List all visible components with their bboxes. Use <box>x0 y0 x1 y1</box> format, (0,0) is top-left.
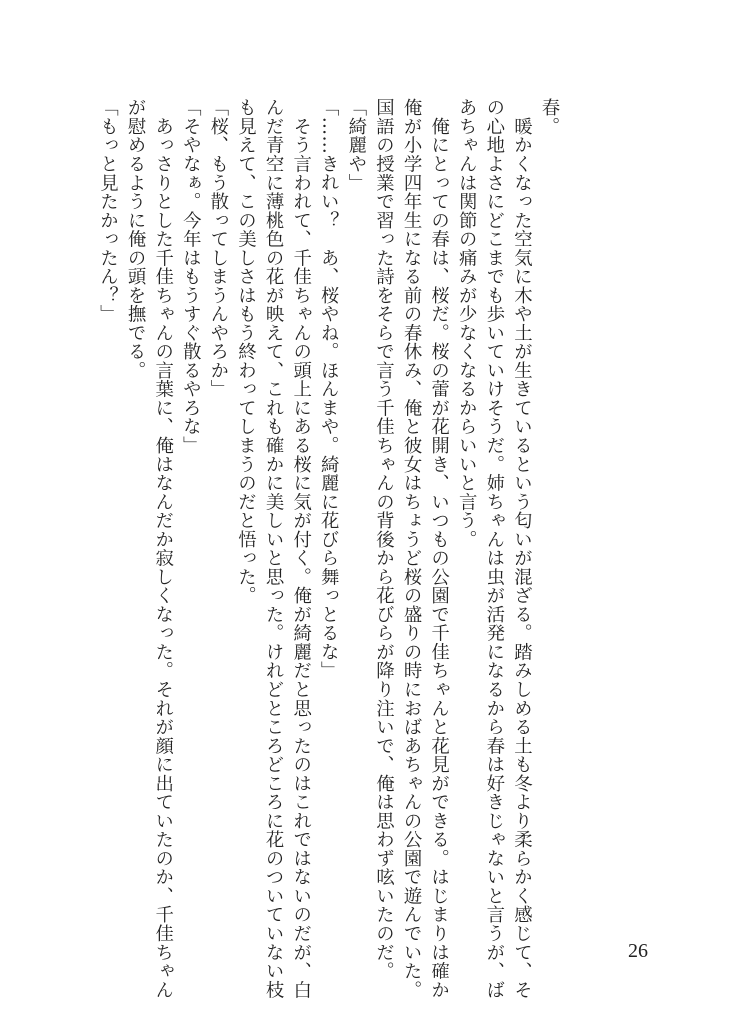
dialogue-line: 「もっと見たかったん？」 <box>97 98 119 324</box>
dialogue-line: 「桜、もう散ってしまうんやろか」 <box>207 98 229 399</box>
vertical-body-text <box>94 98 563 999</box>
text-line: 俺が小学四年生になる前の春休み、俺と彼女はちょうど桜の盛りの時におばあちゃんの公園で遊んでいた。 <box>401 98 423 999</box>
text-line: んだ青空に薄桃色の花が映えて、これも確かに美しいと思った。けれどところどころに花のついていない枝 <box>263 98 285 999</box>
dialogue-line: 「そやなぁ。今年はもうすぐ散るやろな」 <box>180 98 202 455</box>
text-line: 春。 <box>539 98 560 136</box>
page-number: 26 <box>628 940 648 962</box>
dialogue-line: 「……きれい？ あ、桜やね。ほんまや。綺麗に花びら舞っとるな」 <box>318 98 340 680</box>
text-line: そう言われて、千佳ちゃんの頭上にある桜に気が付く。俺が綺麗だと思ったのはこれではないのだが、白 <box>290 98 312 999</box>
text-line: あちゃんは関節の痛みが少なくなるからいいと言う。 <box>456 98 478 549</box>
text-line: が慰めるように俺の頭を撫でる。 <box>125 98 147 380</box>
text-line: の心地よさにどこまでも歩いていけそうだ。姉ちゃんは虫が活発になるから春は好きじゃないと言うが、ば <box>483 98 505 999</box>
dialogue-line: 「綺麗や」 <box>345 98 367 192</box>
text-line: 暖かくなった空気に木や土が生きているという匂いが混ざる。踏みしめる土も冬より柔らかく感じて、そ <box>511 98 533 999</box>
text-line: 俺にとっての春は、桜だ。桜の蕾が花開き、いつもの公園で千佳ちゃんと花見ができる。はじまりは確か <box>428 98 450 999</box>
text-line: 国語の授業で習った詩をそらで言う千佳ちゃんの背後から花びらが降り注いで、俺は思わず呟いたのだ。 <box>373 98 395 981</box>
text-line: も見えて、この美しさはもう終わってしまうのだと悟った。 <box>235 98 257 605</box>
text-line: あっさりとした千佳ちゃんの言葉に、俺はなんだか寂しくなった。それが顔に出ていたのか、千佳ちゃん <box>152 98 174 999</box>
